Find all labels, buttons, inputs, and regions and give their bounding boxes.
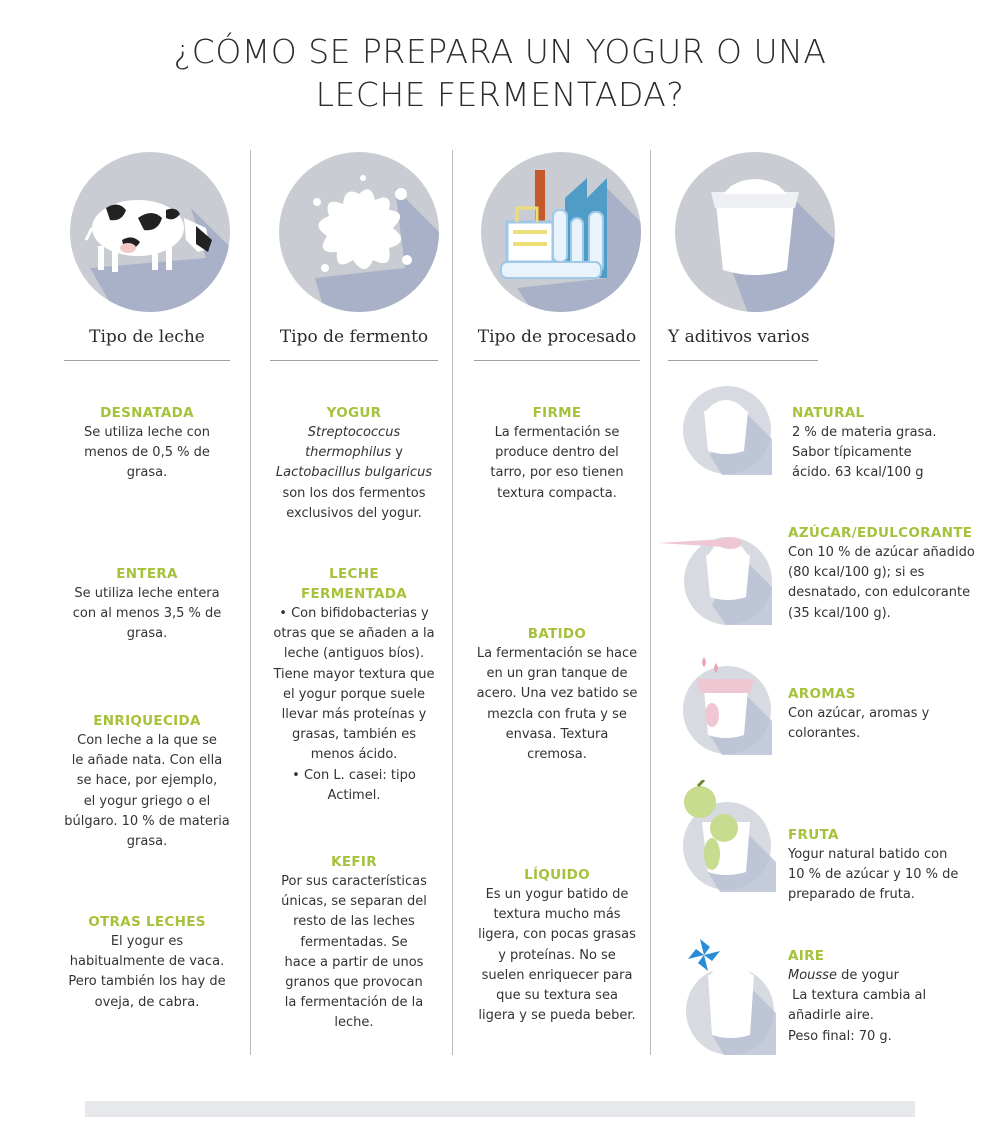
additive-fruta: FRUTA Yogur natural batido con 10 % de azúcar y 10 % de preparado de fruta.	[788, 827, 959, 903]
natural-yogurt-icon	[682, 385, 772, 475]
milk-otras: OTRAS LECHES El yogur es habitualmente de vaca. Pero también los hay de oveja, de cabra.	[68, 914, 226, 1010]
process-batido: BATIDO La fermentación se hace en un gran tanque de acero. Una vez batido se mezcla con fruta y se envasa. Textura cremosa.	[476, 626, 638, 763]
additive-aromas: AROMAS Con azúcar, aromas y colorantes.	[788, 686, 930, 742]
process-liquido: LÍQUIDO Es un yogur batido de textura mucho más ligera, con pocas grasas y proteínas. No se suelen enriquecer para que su textura sea ligera y se pueda beber.	[478, 867, 636, 1024]
ferment-kefir: KEFIR Por sus características únicas, se separan del resto de las leches fermentadas. Se hace a partir de unos granos que provocan la fermentación de la leche.	[281, 854, 427, 1031]
factory-icon	[477, 148, 645, 316]
air-yogurt-icon	[684, 935, 776, 1055]
aroma-yogurt-icon	[682, 655, 772, 755]
additive-azucar: AZÚCAR/EDULCORANTE Con 10 % de azúcar añadido (80 kcal/100 g); si es desnatado, con edulcorante (35 kcal/100 g).	[788, 525, 975, 621]
column-divider	[250, 150, 251, 1055]
ferment-yogur: YOGUR Streptococcus thermophilus y Lactobacillus bulgaricus son los dos fermentos exclusivos del yogur.	[275, 405, 433, 521]
cow-icon	[66, 148, 234, 316]
ferment-leche-fermentada: LECHE FERMENTADA • Con bifidobacterias y otras que se añaden a la leche (antiguos bíos). Tiene mayor textura que el yogur porque suele llevar más proteínas y grasas, también es menos ácido. • Con L. casei: tipo Actimel.	[273, 566, 435, 803]
column-divider	[650, 150, 651, 1055]
heading-tipo-de-fermento: Tipo de fermento	[270, 322, 438, 361]
process-firme: FIRME La fermentación se produce dentro del tarro, por eso tienen textura compacta.	[490, 405, 624, 501]
milk-enriquecida: ENRIQUECIDA Con leche a la que se le añade nata. Con ella se hace, por ejemplo, el yogur griego o el búlgaro. 10 % de materia grasa.	[64, 713, 230, 850]
additive-aire: AIRE Mousse de yogur La textura cambia al añadirle aire. Peso final: 70 g.	[788, 948, 927, 1044]
milk-splash-icon	[275, 148, 443, 316]
milk-entera: ENTERA Se utiliza leche entera con al menos 3,5 % de grasa.	[72, 566, 222, 642]
column-divider	[452, 150, 453, 1055]
sugar-spoon-yogurt-icon	[656, 525, 776, 625]
heading-aditivos: Y aditivos varios	[668, 322, 818, 361]
footer-bar	[85, 1101, 915, 1117]
heading-tipo-de-procesado: Tipo de procesado	[474, 322, 640, 361]
milk-desnatada: DESNATADA Se utiliza leche con menos de 0,5 % de grasa.	[84, 405, 210, 481]
fruit-yogurt-icon	[680, 780, 776, 892]
heading-tipo-de-leche: Tipo de leche	[64, 322, 230, 361]
additive-natural: NATURAL 2 % de materia grasa. Sabor típicamente ácido. 63 kcal/100 g	[792, 405, 937, 481]
yogurt-cup-icon	[671, 148, 839, 316]
page-title: ¿CÓMO SE PREPARA UN YOGUR O UNA LECHE FERMENTADA?	[173, 32, 827, 114]
